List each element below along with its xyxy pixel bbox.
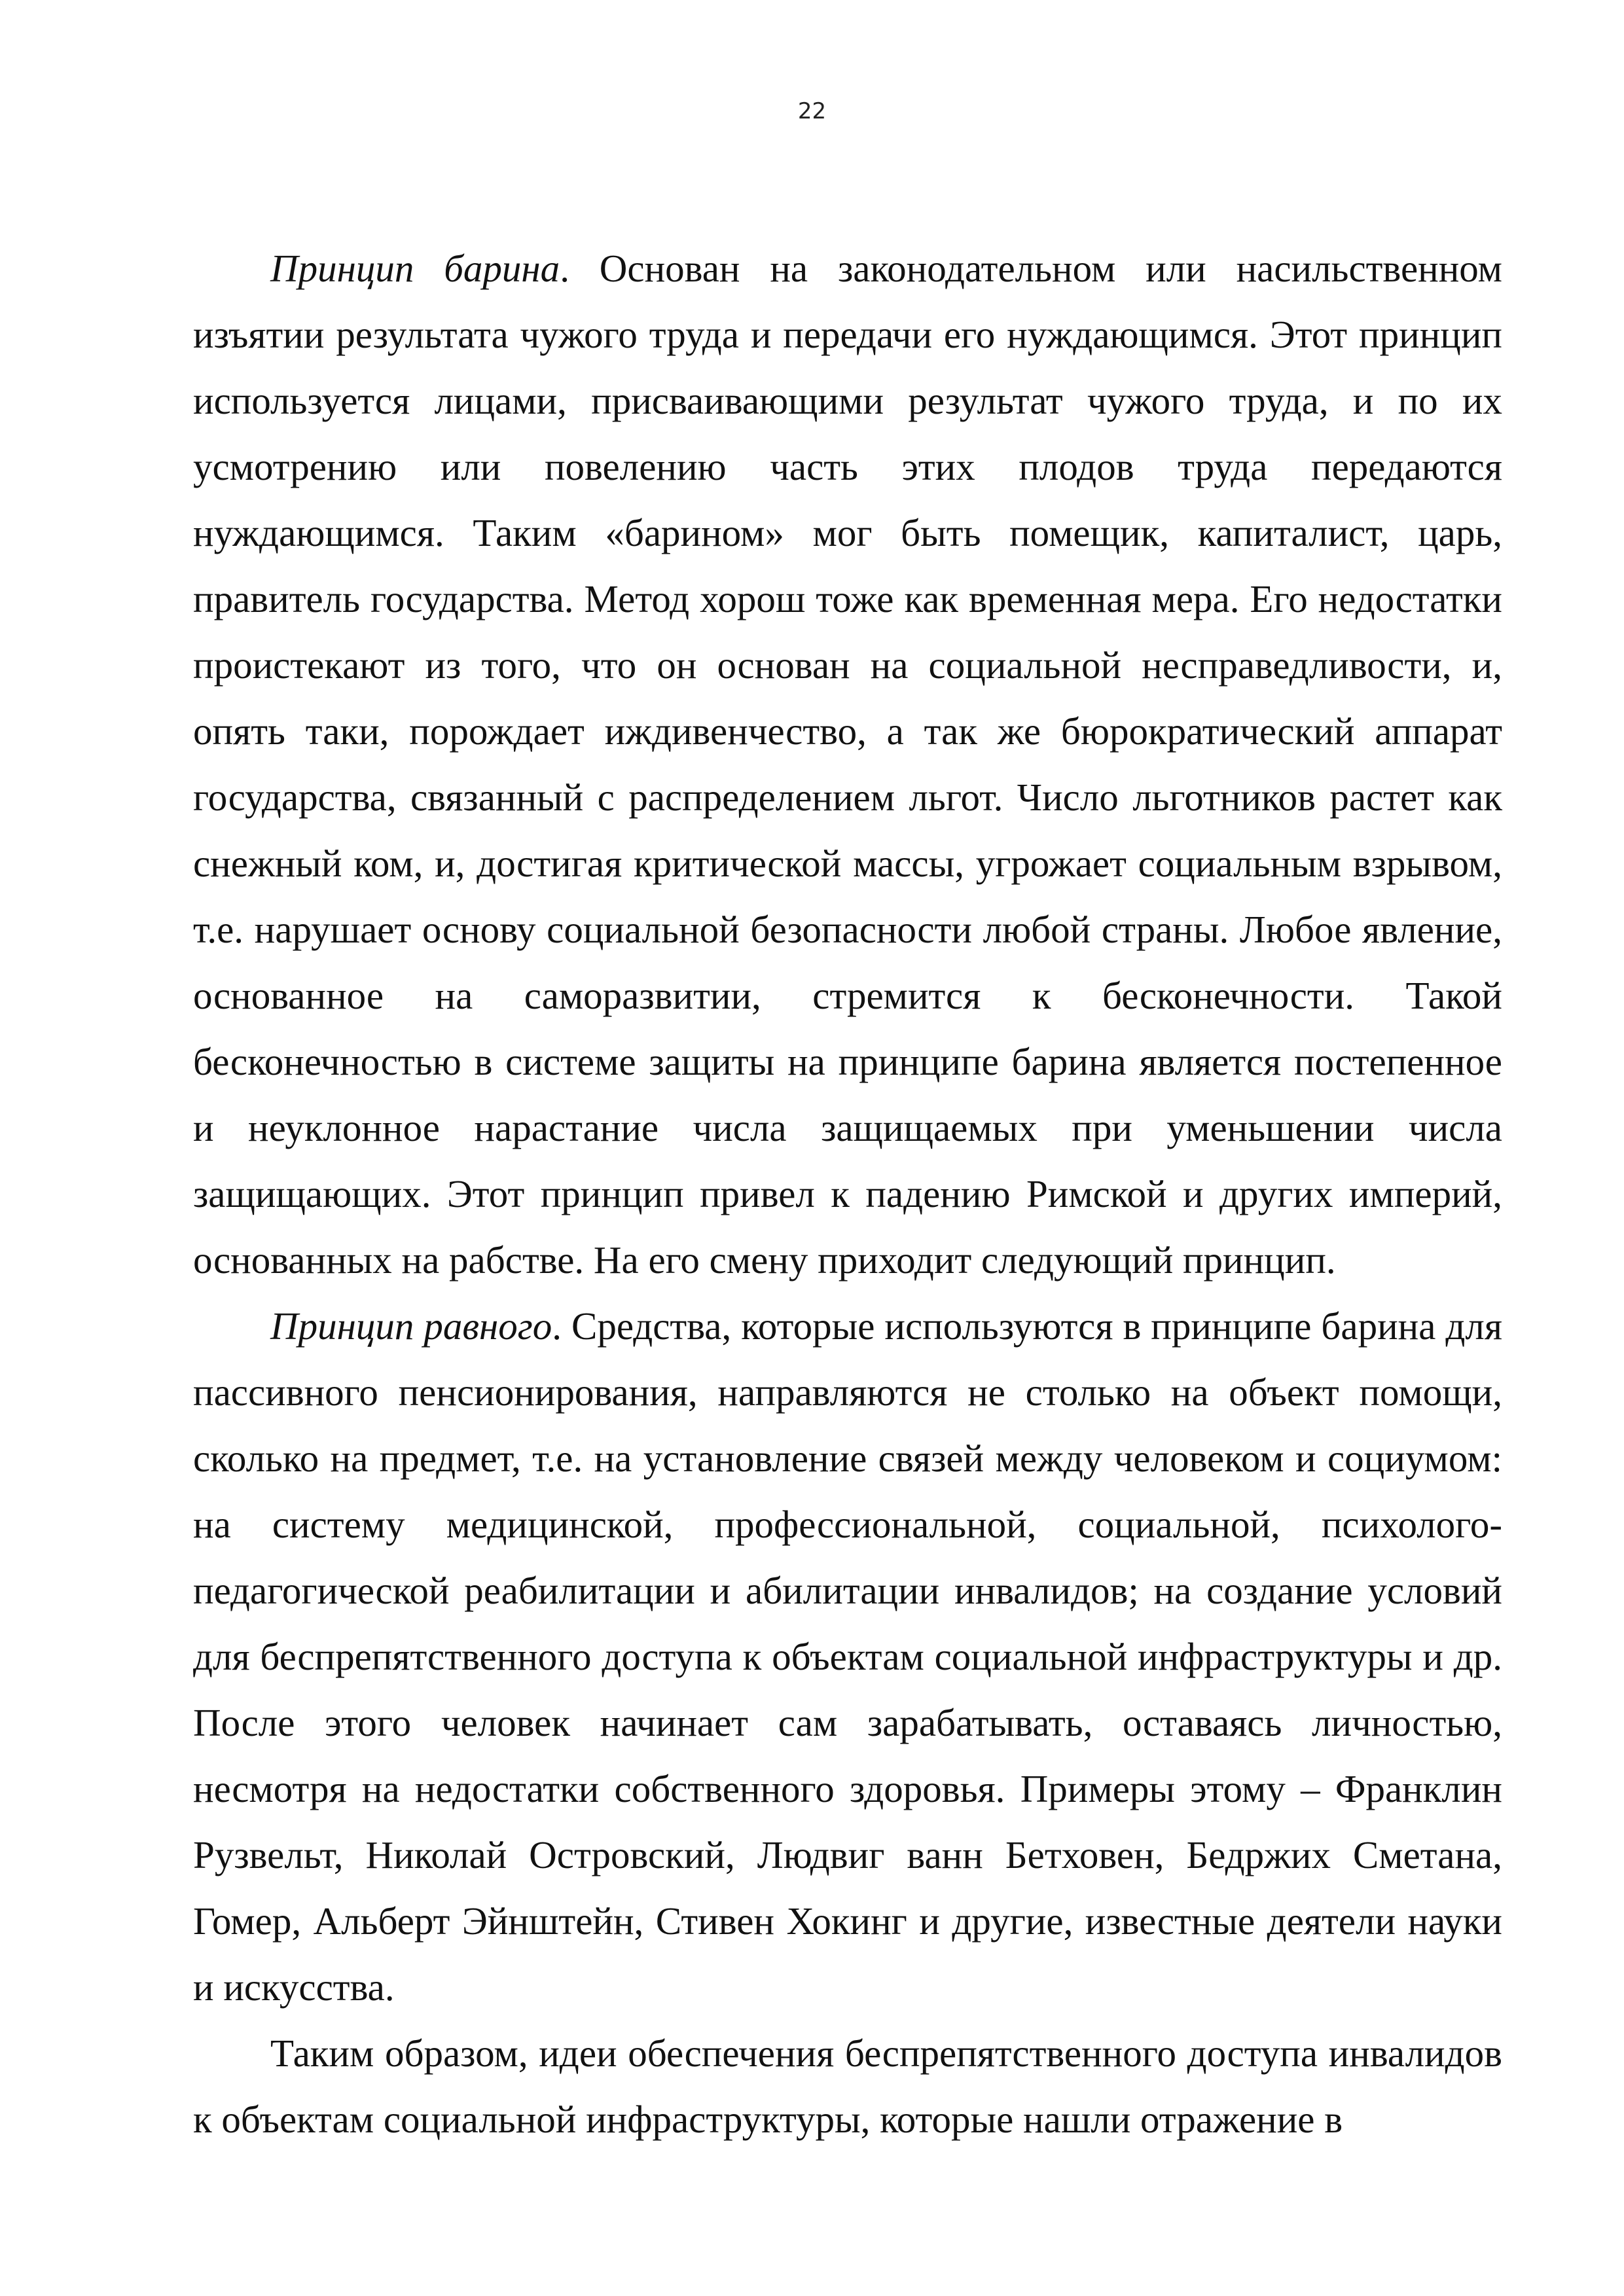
paragraph-lead-term: Принцип равного — [270, 1304, 552, 1348]
page-number: 22 — [797, 98, 827, 124]
paragraph-text: Таким образом, идеи обеспечения беспрепятственного доступа инвалидов к объектам социальной инфраструктуры, которые нашли отражение в — [193, 2032, 1502, 2141]
paragraph-principle-barin — [193, 236, 1502, 1293]
paragraph-lead-term: Принцип барина — [270, 247, 560, 290]
paragraph-text: . Средства, которые используются в принципе барина для пассивного пенсионирования, направляются не столько на объект помощи, сколько на предмет, т.е. на установление связей между человеком и социумом: на систему медицинской, профессиональной, социальной, психолого-педагогической реабилитации и абилитации инвалидов; на создание условий для беспрепятственного доступа к объектам социальной инфраструктуры и др. После этого человек начинает сам зарабатывать, оставаясь личностью, несмотря на недостатки собственного здоровья. Примеры этому – Франклин Рузвельт, Николай Островский, Людвиг ванн Бетховен, Бедржих Сметана, Гомер, Альберт Эйнштейн, Стивен Хокинг и другие, известные деятели науки и искусства. — [193, 1304, 1502, 2009]
body-text — [193, 236, 1502, 2153]
paragraph-principle-equal — [193, 1293, 1502, 2020]
paragraph-text: . Основан на законодательном или насильственном изъятии результата чужого труда и передачи его нуждающимся. Этот принцип используется лицами, присваивающими результат чужого труда, и по их усмотрению или повелению часть этих плодов труда передаются нуждающимся. Таким «барином» мог быть помещик, капиталист, царь, правитель государства. Метод хорош тоже как временная мера. Его недостатки проистекают из того, что он основан на социальной несправедливости, и, опять таки, порождает иждивенчество, а так же бюрократический аппарат государства, связанный с распределением льгот. Число льготников растет как снежный ком, и, достигая критической массы, угрожает социальным взрывом, т.е. нарушает основу социальной безопасности любой страны. Любое явление, основанное на саморазвитии, стремится к бесконечности. Такой бесконечностью в системе защиты на принципе барина является постепенное и неуклонное нарастание числа защищаемых при уменьшении числа защищающих. Этот принцип привел к падению Римской и других империй, основанных на рабстве. На его смену приходит следующий принцип. — [193, 247, 1502, 1282]
paragraph-conclusion — [193, 2020, 1502, 2153]
